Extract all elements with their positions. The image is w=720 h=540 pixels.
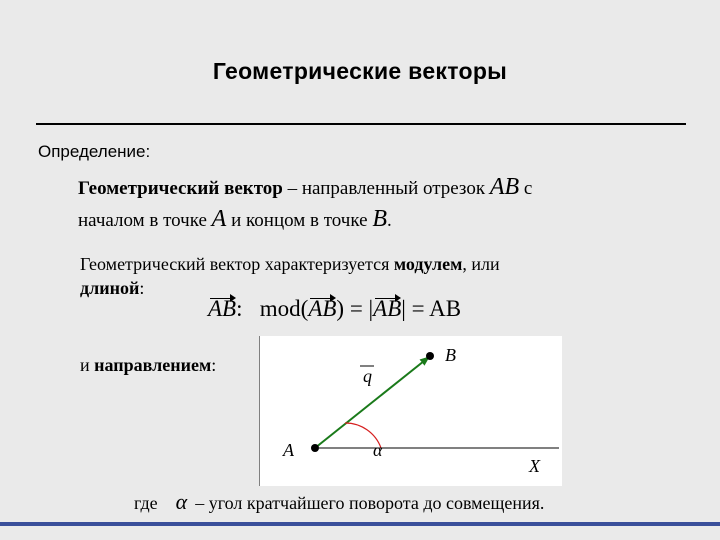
text: , или [462, 254, 500, 274]
term-modulus: модулем [393, 254, 463, 274]
text: . [386, 210, 392, 231]
formula-mod: mod( [259, 296, 309, 321]
math-b: B [372, 206, 387, 232]
modulus-formula [208, 296, 461, 322]
point-a [311, 444, 319, 452]
math-a: A [211, 206, 227, 232]
text: и [80, 355, 95, 375]
definition-label: Определение: [38, 142, 151, 161]
text: : [211, 355, 217, 375]
text: угол кратчайшего поворота до совмещения. [204, 493, 545, 513]
definition-paragraph [78, 172, 532, 236]
label-q: q [363, 366, 372, 386]
text: где [134, 493, 158, 513]
text: и концом в точке [226, 210, 373, 231]
point-b [426, 352, 434, 360]
modulus-paragraph [80, 252, 500, 300]
formula-colon: : [236, 296, 243, 321]
bottom-accent-bar [0, 522, 720, 526]
text: : [139, 278, 145, 298]
label-x: X [529, 456, 540, 476]
math-ab: AB [489, 174, 520, 200]
term-length: длиной [80, 278, 140, 298]
alpha-explanation [134, 489, 544, 515]
text: началом в точке [78, 210, 212, 231]
label-alpha: α [373, 440, 383, 460]
dash: – [195, 493, 205, 513]
dash: – [282, 178, 302, 199]
title-divider [36, 123, 686, 125]
modulus-line-1 [80, 252, 500, 276]
vector-ab: AB [208, 296, 237, 321]
formula-eq: ) = | [336, 296, 374, 321]
label-a: A [283, 440, 294, 460]
text: направленный отрезок [301, 178, 490, 199]
vector-ab: AB [308, 296, 337, 321]
alpha-symbol: α [175, 489, 188, 514]
vector-ab: AB [373, 296, 402, 321]
label-b: B [445, 345, 456, 365]
text: Геометрический вектор характеризуется [80, 254, 394, 274]
vector-diagram [259, 336, 562, 486]
direction-label [80, 355, 216, 376]
definition-line-2 [78, 204, 532, 236]
slide-title: Геометрические векторы [212, 58, 508, 84]
term-direction: направлением [94, 355, 212, 375]
definition-line-1 [78, 172, 532, 204]
formula-end: | = AB [401, 296, 462, 321]
term-geometric-vector: Геометрический вектор [78, 178, 283, 199]
text: с [519, 178, 533, 199]
